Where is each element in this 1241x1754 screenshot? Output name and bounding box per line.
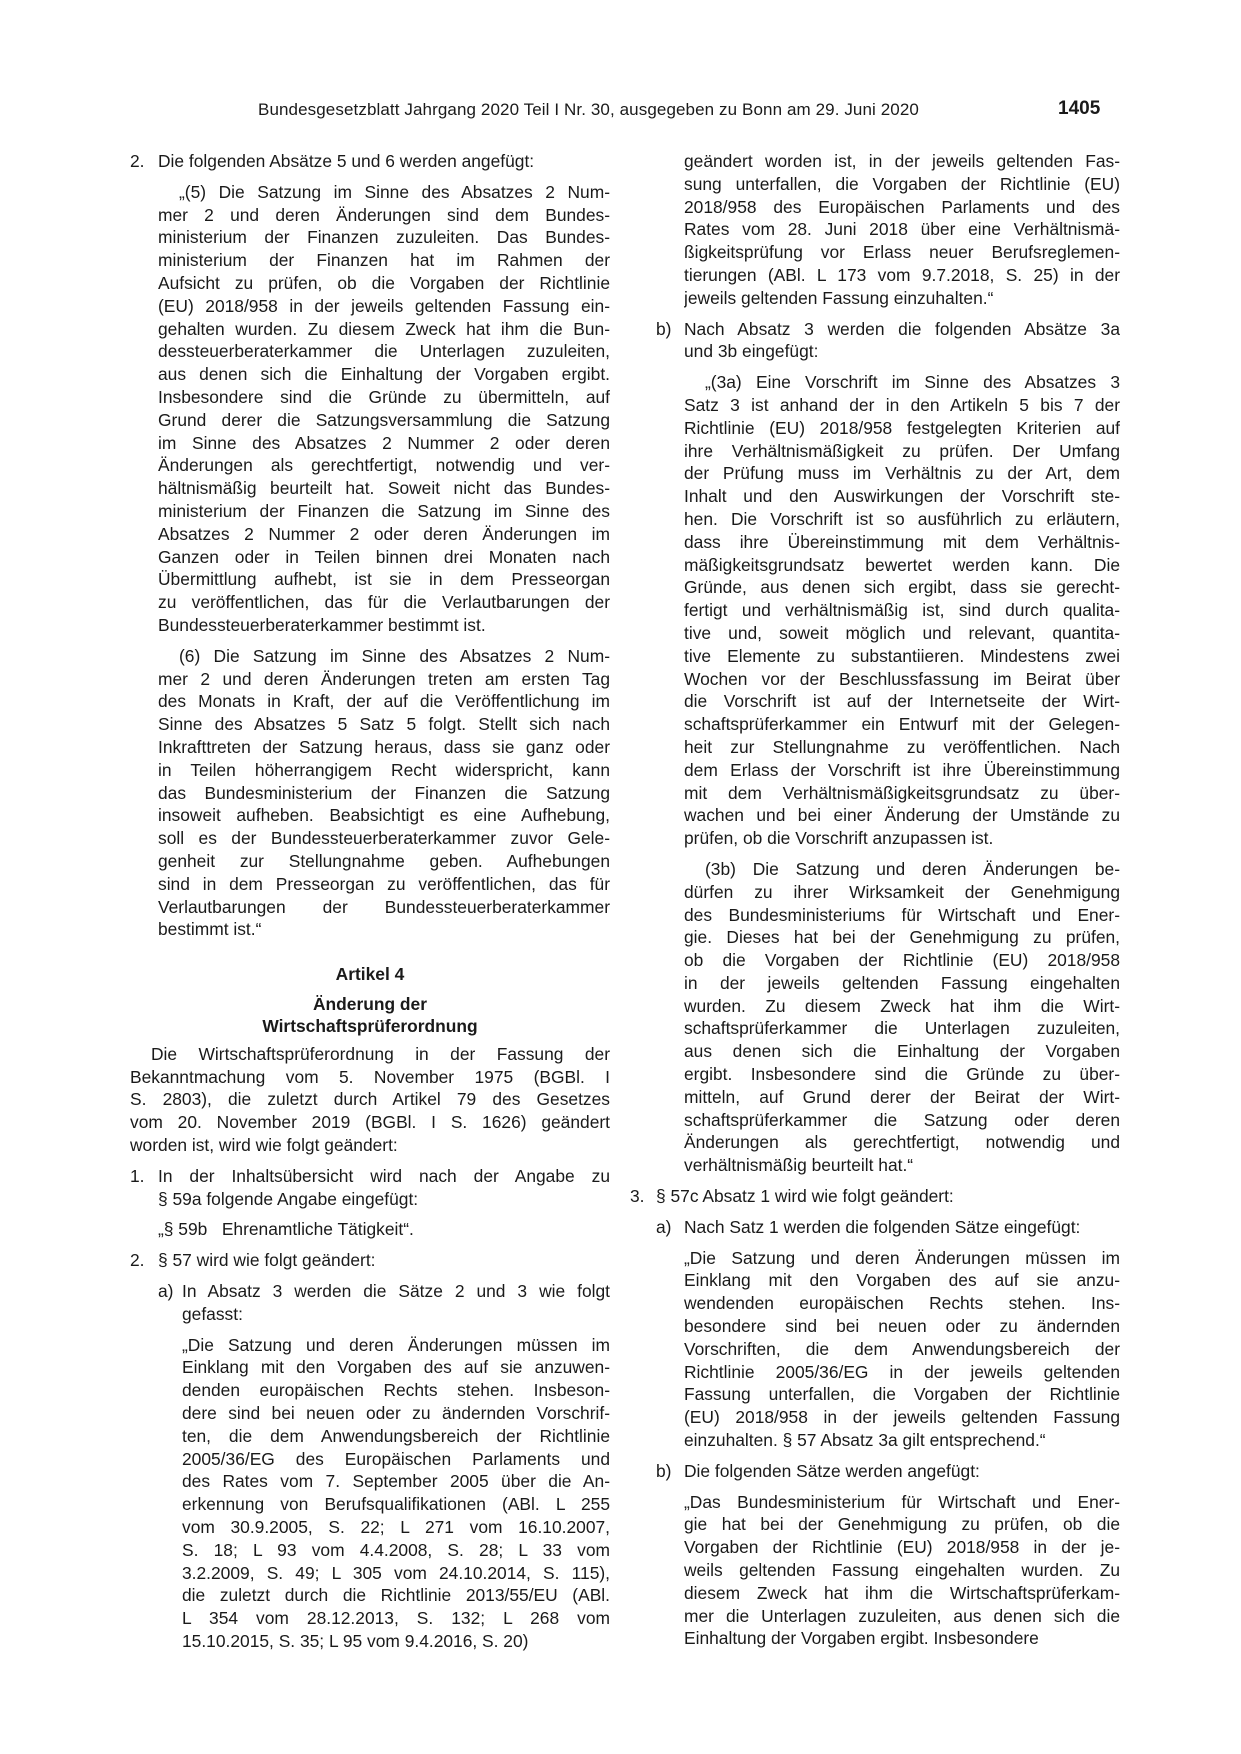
text-line: „(5) Die Satzung im Sinne des Absatzes 2 Num- — [179, 181, 610, 202]
text-line: ten, die dem Anwendungsbereich der Richtlinie — [182, 1425, 610, 1446]
text-line: mäßigkeitsgrundsatz bewertet werden kann. Die — [684, 554, 1120, 575]
text-line: aus denen sich die Einhaltung der Vorgaben — [684, 1041, 1120, 1062]
item-marker: 1. — [130, 1165, 145, 1186]
quoted-text — [684, 1247, 1120, 1452]
item-marker: a) — [656, 1216, 672, 1237]
text-line: ob die Vorgaben der Richtlinie (EU) 2018/958 — [684, 950, 1120, 971]
text-line: schaftsprüferkammer die Unterlagen zuzuleiten, — [684, 1018, 1120, 1039]
text-line: Wochen vor der Beschlussfassung im Beirat über — [684, 668, 1120, 689]
text-line: geändert worden ist, in der jeweils geltenden Fas- — [684, 151, 1120, 171]
text-line: tive und, soweit möglich und relevant, quantita- — [684, 622, 1120, 643]
text-line: (6) Die Satzung im Sinne des Absatzes 2 Num- — [179, 645, 610, 666]
item-text: Nach Satz 1 werden die folgenden Sätze eingefügt: — [684, 1216, 1081, 1237]
text-line: wachen und bei einer Änderung der Umstände zu — [684, 805, 1120, 826]
text-line: Verlautbarungen der Bundessteuerberaterkammer — [158, 896, 610, 917]
text-line: mer 2 und deren Änderungen sind dem Bundes- — [158, 204, 610, 225]
text-line: gie. Dieses hat bei der Genehmigung zu prüfen, — [684, 927, 1120, 948]
text-line: Inkrafttreten der Satzung heraus, dass sie ganz oder — [158, 736, 610, 757]
header-title: Bundesgesetzblatt Jahrgang 2020 Teil I Nr. 30, ausgegeben zu Bonn am 29. Juni 2020 — [258, 100, 919, 119]
text-line: die zuletzt durch die Richtlinie 2013/55/EU (ABl. — [182, 1585, 610, 1606]
text-line: des Rates vom 7. September 2005 über die An- — [182, 1471, 610, 1492]
text-line: tive Elemente zu substantiieren. Mindestens zwei — [684, 645, 1120, 666]
text-line: (EU) 2018/958 in der jeweils geltenden Fassung — [684, 1407, 1120, 1428]
text-line: mitteln, auf Grund derer der Beirat der Wirt- — [684, 1086, 1120, 1107]
text-line: mer die Unterlagen zuzuleiten, aus denen sich die — [684, 1605, 1120, 1626]
item-marker: a) — [158, 1281, 174, 1302]
text-line: verhältnismäßig beurteilt hat.“ — [684, 1155, 914, 1176]
text-line: dere sind bei neuen oder zu ändernden Vorschrif- — [182, 1403, 610, 1424]
text-line: schaftsprüferkammer die Satzung oder deren — [684, 1109, 1120, 1130]
paragraph-5 — [158, 181, 610, 637]
item-marker: 2. — [130, 1250, 145, 1271]
entry-number: „§ 59b — [158, 1219, 208, 1240]
text-line: mer 2 und deren Änderungen treten am ersten Tag — [158, 668, 610, 689]
text-line: Richtlinie (EU) 2018/958 festgelegten Kriterien auf — [684, 417, 1120, 438]
text-line: „Die Satzung und deren Änderungen müssen im — [182, 1334, 610, 1355]
text-line: S. 2803), die zuletzt durch Artikel 79 des Gesetzes — [130, 1089, 610, 1110]
right-column — [630, 150, 1120, 1650]
list-item-2b — [130, 1249, 610, 1272]
text-line: Insbesondere sind die Gründe zu übermitteln, auf — [158, 386, 610, 407]
text-line: Aufsicht zu prüfen, ob die Vorgaben der Richtlinie — [158, 272, 610, 293]
sub-item-b — [656, 318, 1120, 364]
text-line: Bundessteuerberaterkammer bestimmt ist. — [158, 614, 486, 635]
item-text: § 57 wird wie folgt geändert: — [158, 1250, 376, 1271]
text-line: dessteuerberaterkammer die Unterlagen zuzuleiten, — [158, 341, 610, 362]
text-line: Ganzen oder in Teilen binnen drei Monaten nach — [158, 546, 610, 567]
item-marker: b) — [656, 1460, 672, 1481]
item-text: Die folgenden Sätze werden angefügt: — [684, 1460, 980, 1481]
text-line: schaftsprüferkammer ein Entwurf mit der Gelegen- — [684, 714, 1120, 735]
article-title — [130, 993, 610, 1037]
text-line: Nach Absatz 3 werden die folgenden Absätze 3a — [684, 318, 1120, 339]
text-line: und 3b eingefügt: — [684, 341, 819, 362]
article-title-line: Wirtschaftsprüferordnung — [262, 1015, 478, 1036]
text-line: ergibt. Insbesondere sind die Gründe zu über- — [684, 1064, 1120, 1085]
text-line: Vorgaben der Richtlinie (EU) 2018/958 in der je- — [684, 1537, 1120, 1558]
text-line: (3b) Die Satzung und deren Änderungen be- — [705, 858, 1120, 879]
text-line: Bekanntmachung vom 5. November 1975 (BGBl. I — [130, 1066, 610, 1087]
text-line: genheit zur Stellungnahme geben. Aufhebungen — [158, 850, 610, 871]
item-text — [158, 1165, 610, 1211]
text-line: dem Erlass der Vorschrift ist ihre Übereinstimmung — [684, 759, 1120, 780]
text-line: 15.10.2015, S. 35; L 95 vom 9.4.2016, S. 20) — [182, 1631, 529, 1652]
text-line: fertigt und verhältnismäßig ist, sind durch qualita- — [684, 600, 1120, 621]
paragraph-3b — [684, 858, 1120, 1177]
text-line: Änderungen als gerechtfertigt, notwendig und ver- — [158, 455, 610, 476]
text-line: Fassung unterfallen, die Vorgaben der Richtlinie — [684, 1384, 1120, 1405]
text-line: sung unterfallen, die Vorgaben der Richtlinie (EU) — [684, 173, 1120, 194]
text-line: ihre Verhältnismäßigkeit zu prüfen. Der Umfang — [684, 440, 1120, 461]
text-line: in Teilen höherrangigem Recht widerspricht, kann — [158, 759, 610, 780]
text-line: die Vorschrift ist auf der Internetseite der Wirt- — [684, 691, 1120, 712]
text-line: wendenden europäischen Rechts stehen. Ins- — [684, 1293, 1120, 1314]
list-item-1 — [130, 1165, 610, 1211]
text-line: 3.2.2009, S. 49; L 305 vom 24.10.2014, S. 115), — [182, 1562, 610, 1583]
text-line: Satz 3 ist anhand der in den Artikeln 5 bis 7 der — [684, 394, 1120, 415]
text-line: bestimmt ist.“ — [158, 919, 262, 940]
item-marker: 2. — [130, 151, 145, 171]
text-line: L 354 vom 28.12.2013, S. 132; L 268 vom — [182, 1608, 610, 1629]
inserted-entry — [158, 1218, 610, 1241]
text-line: Die Wirtschaftsprüferordnung in der Fassung der — [151, 1043, 610, 1064]
paragraph-6 — [158, 645, 610, 941]
text-line: in der jeweils geltenden Fassung eingehalten — [684, 972, 1120, 993]
text-line: tierungen (ABl. L 173 vom 9.7.2018, S. 25) in der — [684, 264, 1120, 285]
text-line: 2005/36/EG des Europäischen Parlaments und — [182, 1448, 610, 1469]
text-line: Sinne des Absatzes 5 Satz 5 folgt. Stellt sich nach — [158, 714, 610, 735]
text-line: dürfen zu ihrer Wirksamkeit der Genehmigung — [684, 881, 1120, 902]
text-line: Übermittlung aufhebt, ist sie in dem Presseorgan — [158, 569, 610, 590]
text-line: aus denen sich die Einhaltung der Vorgaben ergibt. — [158, 364, 610, 385]
text-line: ministerium der Finanzen zuzuleiten. Das Bundes- — [158, 227, 610, 248]
text-line: des Bundesministeriums für Wirtschaft und Ener- — [684, 904, 1120, 925]
text-line: Einklang mit den Vorgaben des auf sie anzu- — [684, 1270, 1120, 1291]
running-header — [0, 100, 1241, 124]
text-line: ßigkeitsprüfung vor Erlass neuer Berufsreglemen- — [684, 242, 1120, 263]
left-column — [130, 150, 610, 1653]
text-line: (EU) 2018/958 in der jeweils geltenden Fassung ein- — [158, 295, 610, 316]
quoted-text — [684, 1491, 1120, 1651]
text-line: insoweit aufheben. Beabsichtigt es eine Aufhebung, — [158, 805, 610, 826]
item-text: § 57c Absatz 1 wird wie folgt geändert: — [656, 1186, 954, 1207]
text-line: vom 30.9.2005, S. 22; L 271 vom 16.10.2007, — [182, 1517, 610, 1538]
article-label: Artikel 4 — [335, 964, 405, 985]
article-intro — [130, 1043, 610, 1157]
text-line: prüfen, ob die Vorschrift anzupassen ist. — [684, 828, 994, 849]
quoted-text-continued — [684, 150, 1120, 310]
entry-title: Ehrenamtliche Tätigkeit“. — [221, 1219, 414, 1240]
text-line: einzuhalten. § 57 Absatz 3a gilt entsprechend.“ — [684, 1430, 1046, 1451]
text-line: Grund derer die Satzungsversammlung die Satzung — [158, 409, 610, 430]
text-line: im Sinne des Absatzes 2 Nummer 2 oder deren — [158, 432, 610, 453]
text-line: weils geltenden Fassung eingehalten wurden. Zu — [684, 1560, 1120, 1581]
text-line: mit dem Verhältnismäßigkeitsgrundsatz zu über- — [684, 782, 1120, 803]
text-line: sind in dem Presseorgan zu veröffentlichen, das für — [158, 873, 610, 894]
text-line: § 59a folgende Angabe eingefügt: — [158, 1188, 419, 1209]
text-line: hen. Die Vorschrift ist so ausführlich zu erläutern, — [684, 508, 1120, 529]
item-text: Die folgenden Absätze 5 und 6 werden angefügt: — [158, 151, 535, 171]
text-line: jeweils geltenden Fassung einzuhalten.“ — [684, 287, 994, 308]
text-line: Richtlinie 2005/36/EG in der jeweils geltenden — [684, 1361, 1120, 1382]
text-line: „Die Satzung und deren Änderungen müssen im — [684, 1247, 1120, 1268]
text-line: worden ist, wird wie folgt geändert: — [130, 1135, 398, 1156]
text-line: ministerium der Finanzen hat im Rahmen der — [158, 250, 610, 271]
list-item-3 — [630, 1185, 1120, 1208]
text-line: „(3a) Eine Vorschrift im Sinne des Absatzes 3 — [705, 372, 1120, 393]
text-line: hältnismäßig beurteilt hat. Soweit nicht das Bundes- — [158, 478, 610, 499]
item-marker: 3. — [630, 1186, 645, 1207]
paragraph-3a — [684, 371, 1120, 850]
text-line: Vorschriften, die dem Anwendungsbereich der — [684, 1338, 1120, 1359]
page-number: 1405 — [1058, 98, 1101, 119]
text-line: „Das Bundesministerium für Wirtschaft und Ener- — [684, 1491, 1120, 1512]
item-text — [684, 318, 1120, 364]
sub-item-a — [656, 1216, 1120, 1239]
text-line: ministerium der Finanzen die Satzung im Sinne des — [158, 500, 610, 521]
text-line: gie hat bei der Genehmigung zu prüfen, ob die — [684, 1514, 1120, 1535]
text-line: denden europäischen Rechts stehen. Insbeson- — [182, 1380, 610, 1401]
text-line: das Bundesministerium der Finanzen die Satzung — [158, 782, 610, 803]
text-line: Einklang mit den Vorgaben des auf sie anzuwen- — [182, 1357, 610, 1378]
text-line: Änderungen als gerechtfertigt, notwendig und — [684, 1132, 1120, 1153]
list-item-2 — [130, 150, 610, 173]
sub-item-a — [158, 1280, 610, 1326]
text-line: diesem Zweck hat ihm die Wirtschaftsprüferkam- — [684, 1582, 1120, 1603]
text-line: besondere sind bei neuen oder zu ändernden — [684, 1316, 1120, 1337]
text-line: In der Inhaltsübersicht wird nach der Angabe zu — [158, 1165, 610, 1186]
text-line: Rates vom 28. Juni 2018 über eine Verhältnismä- — [684, 219, 1120, 240]
text-line: zu veröffentlichen, das für die Verlautbarungen der — [158, 592, 610, 613]
article-title-line: Änderung der — [312, 993, 427, 1014]
text-line: Inhalt und den Auswirkungen der Vorschrift ste- — [684, 486, 1120, 507]
text-line: soll es der Bundessteuerberaterkammer zuvor Gele- — [158, 828, 610, 849]
text-line: In Absatz 3 werden die Sätze 2 und 3 wie folgt — [182, 1281, 610, 1302]
quoted-text — [182, 1334, 610, 1653]
text-line: wurden. Zu diesem Zweck hat ihm die Wirt- — [684, 995, 1120, 1016]
sub-item-b — [656, 1460, 1120, 1483]
item-marker: b) — [656, 318, 672, 339]
text-line: Absatzes 2 Nummer 2 oder deren Änderungen im — [158, 523, 610, 544]
text-line: erkennung von Berufsqualifikationen (ABl. L 255 — [182, 1494, 610, 1515]
text-line: des Monats in Kraft, der auf die Veröffentlichung im — [158, 691, 610, 712]
text-line: gefasst: — [182, 1303, 243, 1324]
text-line: dass ihre Übereinstimmung mit dem Verhältnis- — [684, 531, 1120, 552]
text-line: heit zur Stellungnahme zu veröffentlichen. Nach — [684, 736, 1120, 757]
text-line: der Prüfung muss im Verhältnis zu der Art, dem — [684, 463, 1120, 484]
text-line: gehalten wurden. Zu diesem Zweck hat ihm die Bun- — [158, 318, 610, 339]
text-line: Gründe, aus denen sich ergibt, dass sie gerecht- — [684, 577, 1120, 598]
text-line: vom 20. November 2019 (BGBl. I S. 1626) geändert — [130, 1112, 610, 1133]
text-line: S. 18; L 93 vom 4.4.2008, S. 28; L 33 vom — [182, 1539, 610, 1560]
text-line: Einhaltung der Vorgaben ergibt. Insbesondere — [684, 1628, 1039, 1649]
text-line: 2018/958 des Europäischen Parlaments und des — [684, 196, 1120, 217]
item-text — [182, 1280, 610, 1326]
